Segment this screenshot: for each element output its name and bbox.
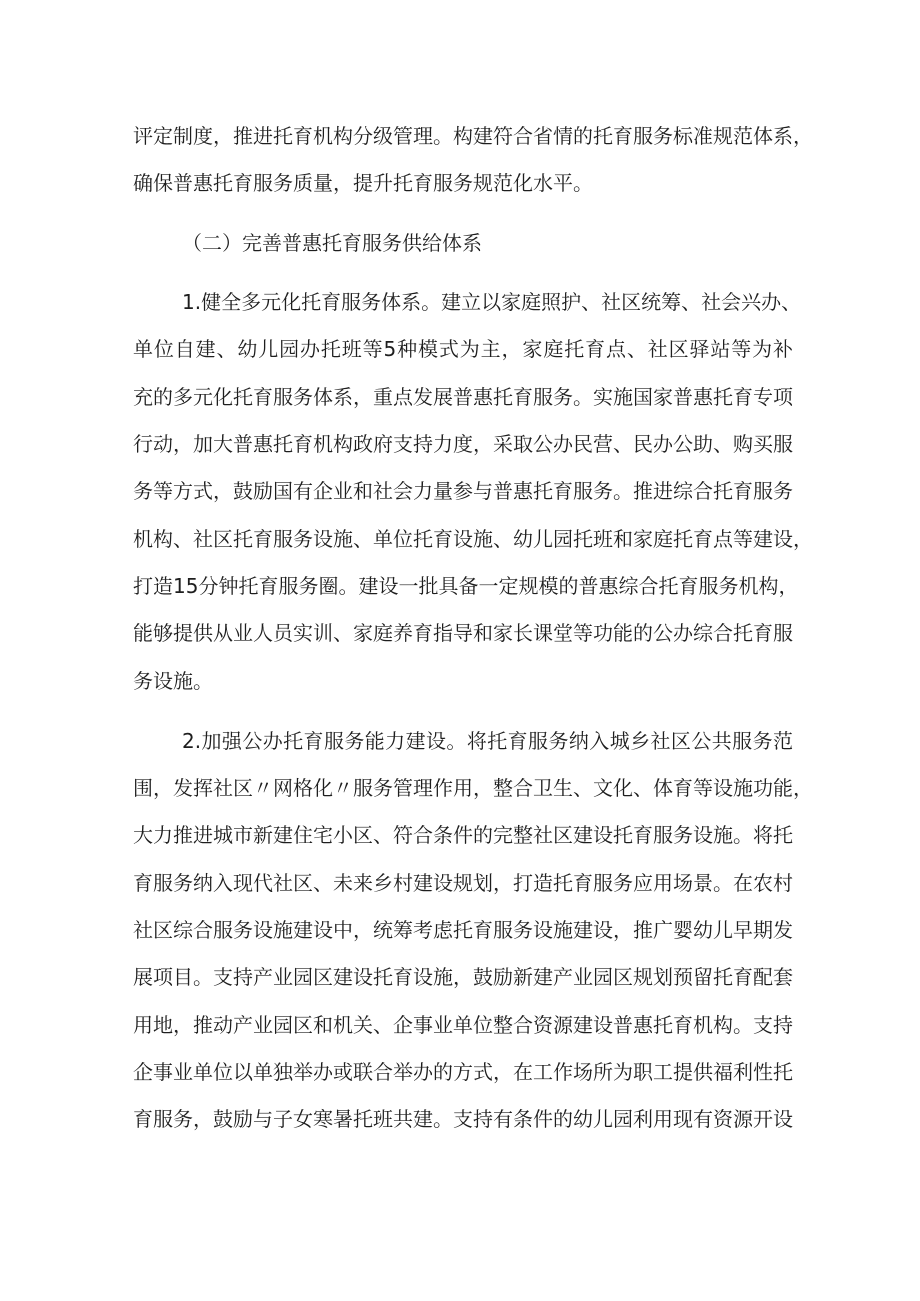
body-text-line: 务设施。 <box>133 669 213 693</box>
body-text-line: 充的多元化托育服务体系，重点发展普惠托育服务。实施国家普惠托育专项 <box>133 385 793 409</box>
body-text-line: 育服务，鼓励与子女寒暑托班共建。支持有条件的幼儿园利用现有资源开设 <box>133 1107 793 1131</box>
body-text-line: 2.加强公办托育服务能力建设。将托育服务纳入城乡社区公共服务范 <box>182 729 793 753</box>
body-text-line: 行动，加大普惠托育机构政府支持力度，采取公办民营、民办公助、购买服 <box>133 432 793 456</box>
body-text-line: 机构、社区托育服务设施、单位托育设施、幼儿园托班和家庭托育点等建设， <box>133 527 813 551</box>
body-text-line: 打造15分钟托育服务圈。建设一批具备一定规模的普惠综合托育服务机构， <box>133 574 799 598</box>
body-text-line: 企事业单位以单独举办或联合举办的方式，在工作场所为职工提供福利性托 <box>133 1060 793 1084</box>
body-text-line: 评定制度，推进托育机构分级管理。构建符合省情的托育服务标准规范体系， <box>133 124 813 148</box>
body-text-line: 展项目。支持产业园区建设托育设施，鼓励新建产业园区规划预留托育配套 <box>133 965 793 989</box>
body-text-line: 用地，推动产业园区和机关、企事业单位整合资源建设普惠托育机构。支持 <box>133 1013 793 1037</box>
body-text-line: 1.健全多元化托育服务体系。建立以家庭照护、社区统筹、社会兴办、 <box>182 290 802 314</box>
section-heading: （二）完善普惠托育服务供给体系 <box>182 231 482 255</box>
body-text-line: 育服务纳入现代社区、未来乡村建设规划，打造托育服务应用场景。在农村 <box>133 871 793 895</box>
body-text-line: 务等方式，鼓励国有企业和社会力量参与普惠托育服务。推进综合托育服务 <box>133 479 793 503</box>
body-text-line: 围，发挥社区〃网格化〃服务管理作用，整合卫生、文化、体育等设施功能， <box>133 776 813 800</box>
body-text-line: 确保普惠托育服务质量，提升托育服务规范化水平。 <box>133 171 593 195</box>
body-text-line: 单位自建、幼儿园办托班等5种模式为主，家庭托育点、社区驿站等为补 <box>133 337 793 361</box>
body-text-line: 社区综合服务设施建设中，统筹考虑托育服务设施建设，推广婴幼儿早期发 <box>133 918 793 942</box>
body-text-line: 大力推进城市新建住宅小区、符合条件的完整社区建设托育服务设施。将托 <box>133 823 793 847</box>
body-text-line: 能够提供从业人员实训、家庭养育指导和家长课堂等功能的公办综合托育服 <box>133 621 793 645</box>
